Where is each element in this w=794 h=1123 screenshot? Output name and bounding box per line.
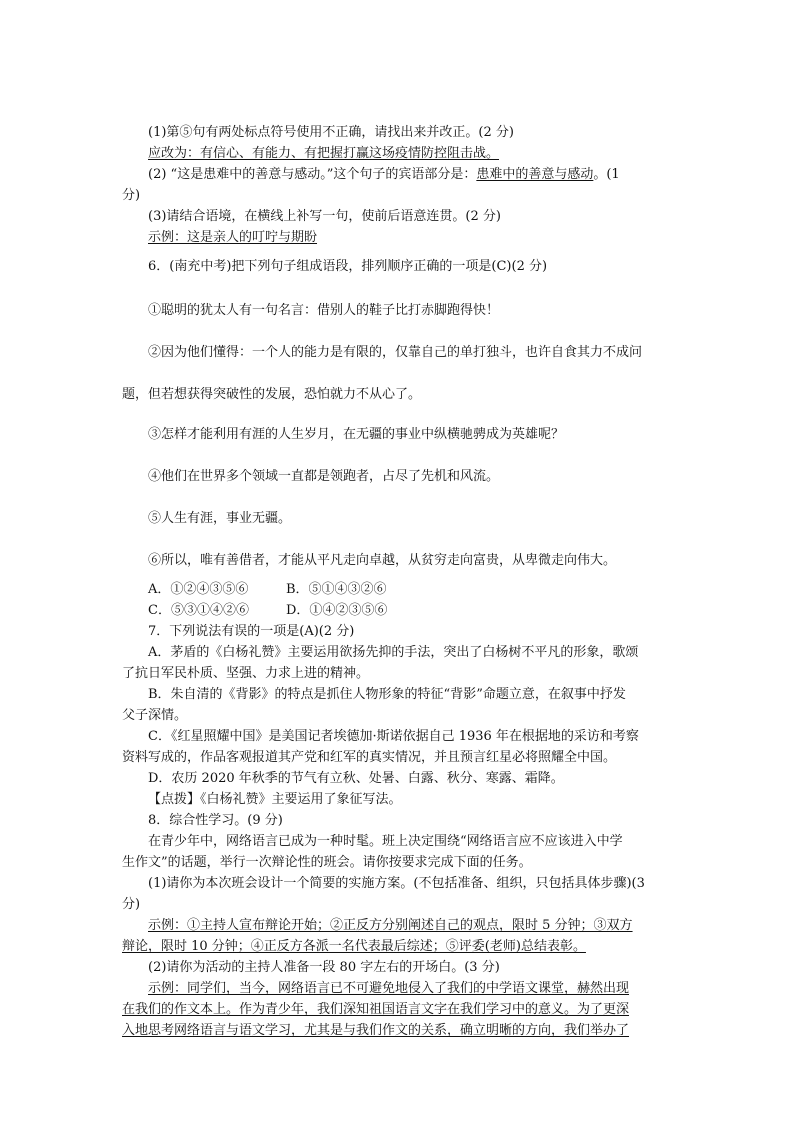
q7-option-d: D．农历 2020 年秋季的节气有立秋、处暑、白露、秋分、寒露、霜降。	[148, 771, 564, 786]
q8-part1-answer-line1: 示例：①主持人宣布辩论开始；②正反方分别阐述自己的观点，限时 5 分钟；③双方	[148, 918, 633, 933]
q5-part1-prompt: (1)第⑤句有两处标点符号使用不正确，请找出来并改正。(2 分)	[148, 125, 514, 140]
q8-part2-answer-line1: 示例：同学们，当今，网络语言已不可避免地侵入了我们的中学语文课堂，赫然出现	[148, 981, 630, 996]
q6-option-b: B．⑤①④③②⑥	[286, 582, 387, 597]
q6-stem: 6．(南充中考)把下列句子组成语段，排列顺序正确的一项是(C)(2 分)	[148, 259, 548, 274]
q8-part1-prompt-cont: 分)	[122, 897, 141, 912]
q8-stem: 8．综合性学习。(9 分)	[148, 813, 283, 828]
q6-sentence-2a: ②因为他们懂得：一个人的能力是有限的，仅靠自己的单打独斗，也许自食其力不成问	[148, 345, 643, 360]
q6-option-a: A．①②④③⑤⑥	[148, 582, 249, 597]
q5-part2-score: 。(1	[593, 167, 620, 182]
q7-stem: 7．下列说法有误的一项是(A)(2 分)	[148, 624, 355, 639]
q5-part2-line	[148, 166, 620, 184]
q5-part3-answer: 示例：这是亲人的叮咛与期盼	[148, 230, 318, 245]
q7-tip: 【点拨】《白杨礼赞》主要运用了象征写法。	[148, 792, 402, 807]
q6-option-c: C．⑤③①④②⑥	[148, 603, 249, 618]
q6-sentence-2b: 题，但若想获得突破性的发展，恐怕就力不从心了。	[122, 387, 422, 402]
q7-option-b-line2: 父子深情。	[122, 708, 188, 723]
q7-option-a-line1: A．茅盾的《白杨礼赞》主要运用欲扬先抑的手法，突出了白杨树不平凡的形象，歌颂	[148, 645, 639, 660]
q6-sentence-6: ⑥所以，唯有善借者，才能从平凡走向卓越，从贫穷走向富贵，从卑微走向伟大。	[148, 553, 617, 568]
q8-part2-answer-line2: 在我们的作文本上。作为青少年，我们深知祖国语言文字在我们学习中的意义。为了更深	[122, 1002, 630, 1017]
q8-intro-line1: 在青少年中，网络语言已成为一种时髦。班上决定围绕“网络语言应不应该进入中学	[148, 834, 623, 849]
q5-part2-answer: 患难中的善意与感动	[476, 167, 594, 182]
q8-intro-line2: 生作文”的话题，举行一次辩论性的班会。请你按要求完成下面的任务。	[122, 855, 532, 870]
q6-sentence-4: ④他们在世界多个领域一直都是领跑者，占尽了先机和风流。	[148, 469, 500, 484]
q7-option-c-line2: 资料写成的，作品客观报道其产党和红军的真实情况，并且预言红星必将照耀全中国。	[122, 750, 617, 765]
q6-sentence-5: ⑤人生有涯，事业无疆。	[148, 511, 292, 526]
q5-part2-score-cont: 分)	[122, 188, 141, 203]
q6-option-d: D．①④②③⑤⑥	[286, 603, 388, 618]
q5-part3-prompt: (3)请结合语境，在横线上补写一句，使前后语意连贯。(2 分)	[148, 209, 501, 224]
q6-sentence-1: ①聪明的犹太人有一句名言：借别人的鞋子比打赤脚跑得快！	[148, 303, 500, 318]
q5-part1-answer: 应改为：有信心、有能力、有把握打赢这场疫情防控阻击战。	[148, 146, 500, 161]
q7-option-a-line2: 了抗日军民朴质、坚强、力求上进的精神。	[122, 666, 370, 681]
q8-part2-prompt: (2)请你为活动的主持人准备一段 80 字左右的开场白。(3 分)	[148, 960, 500, 975]
q5-part2-prompt: (2) “这是患难中的善意与感动。”这个句子的宾语部分是：	[148, 167, 477, 182]
q7-option-c-line1: C．《红星照耀中国》是美国记者埃德加·斯诺依据自己 1936 年在根据地的采访和考察	[148, 729, 639, 744]
q6-sentence-3: ③怎样才能利用有涯的人生岁月，在无疆的事业中纵横驰骋成为英雄呢？	[148, 427, 565, 442]
q8-part2-answer-line3: 入地思考网络语言与语文学习，尤其是与我们作文的关系，确立明晰的方向，我们举办了	[122, 1023, 630, 1038]
q7-option-b-line1: B．朱自清的《背影》的特点是抓住人物形象的特征“背影”命题立意，在叙事中抒发	[148, 687, 626, 702]
q8-part1-answer-line2: 辩论，限时 10 分钟；④正反方各派一名代表最后综述；⑤评委(老师)总结表彰。	[122, 939, 586, 954]
q8-part1-prompt: (1)请你为本次班会设计一个简要的实施方案。(不包括准备、组织，只包括具体步骤)(3	[148, 876, 645, 891]
